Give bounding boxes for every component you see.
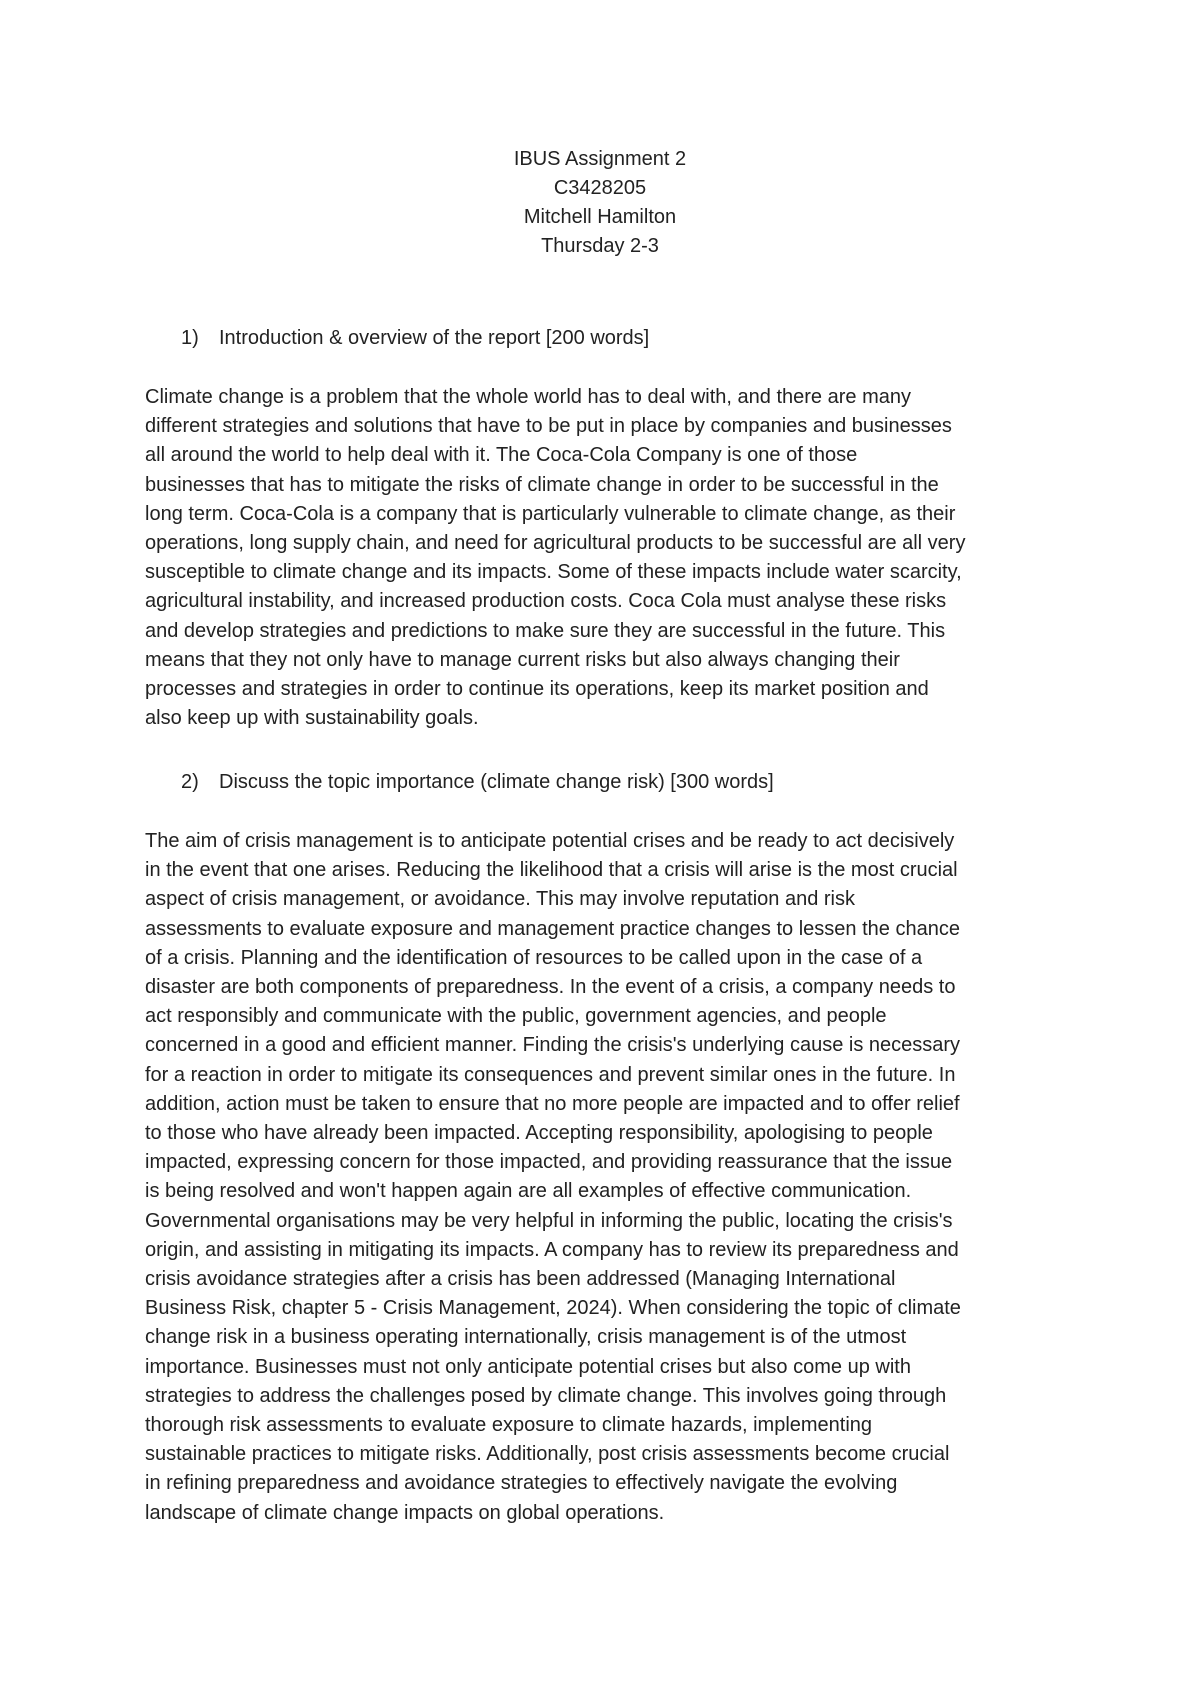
paragraph-line: thorough risk assessments to evaluate exposure to climate hazards, implementing	[145, 1414, 873, 1437]
paragraph-line: sustainable practices to mitigate risks. Additionally, post crisis assessments become crucial	[145, 1443, 950, 1466]
paragraph-line: addition, action must be taken to ensure that no more people are impacted and to offer relief	[145, 1092, 960, 1115]
section-2-number: 2)	[181, 771, 199, 793]
class-time: Thursday 2-3	[541, 235, 659, 257]
paragraph-line: of a crisis. Planning and the identification of resources to be called upon in the case of a	[145, 946, 923, 969]
paragraph-line: assessments to evaluate exposure and management practice changes to lessen the chance	[145, 917, 960, 940]
paragraph-line: origin, and assisting in mitigating its impacts. A company has to review its preparedness and	[145, 1238, 959, 1261]
section-1-title: Introduction & overview of the report [200 words]	[219, 327, 650, 349]
paragraph-line: impacted, expressing concern for those impacted, and providing reassurance that the issue	[145, 1151, 953, 1174]
section-2-heading	[181, 768, 774, 797]
paragraph-line: Governmental organisations may be very helpful in informing the public, locating the crisis's	[145, 1209, 953, 1232]
paragraph-line: all around the world to help deal with it. The Coca-Cola Company is one of those	[145, 444, 858, 467]
paragraph-line: importance. Businesses must not only anticipate potential crises but also come up with	[145, 1355, 911, 1378]
paragraph-line: and develop strategies and predictions to make sure they are successful in the future. This	[145, 619, 946, 642]
paragraph-line: processes and strategies in order to continue its operations, keep its market position and	[145, 678, 929, 701]
section-1-paragraph	[145, 383, 1075, 733]
paragraph-line: The aim of crisis management is to anticipate potential crises and be ready to act decisively	[145, 830, 955, 852]
section-2-title: Discuss the topic importance (climate change risk) [300 words]	[219, 771, 774, 793]
title-block	[0, 145, 1200, 261]
paragraph-line: Climate change is a problem that the whole world has to deal with, and there are many	[145, 386, 911, 408]
paragraph-line: Business Risk, chapter 5 - Crisis Management, 2024). When considering the topic of climate	[145, 1297, 961, 1320]
paragraph-line: concerned in a good and efficient manner. Finding the crisis's underlying cause is necessary	[145, 1034, 961, 1057]
paragraph-line: is being resolved and won't happen again are all examples of effective communication.	[145, 1180, 912, 1203]
paragraph-line: change risk in a business operating internationally, crisis management is of the utmost	[145, 1326, 907, 1349]
paragraph-line: agricultural instability, and increased production costs. Coca Cola must analyse these risks	[145, 590, 947, 613]
paragraph-line: long term. Coca-Cola is a company that is particularly vulnerable to climate change, as their	[145, 502, 956, 525]
paragraph-line: means that they not only have to manage current risks but also always changing their	[145, 648, 900, 671]
paragraph-line: act responsibly and communicate with the public, government agencies, and people	[145, 1005, 887, 1028]
paragraph-line: to those who have already been impacted. Accepting responsibility, apologising to people	[145, 1122, 933, 1145]
section-2-paragraph	[145, 827, 1075, 1528]
paragraph-line: strategies to address the challenges posed by climate change. This involves going through	[145, 1384, 947, 1407]
paragraph-line: susceptible to climate change and its impacts. Some of these impacts include water scarcity,	[145, 561, 962, 584]
section-1-heading	[181, 324, 649, 353]
paragraph-line: in the event that one arises. Reducing the likelihood that a crisis will arise is the most crucial	[145, 859, 958, 882]
paragraph-line: also keep up with sustainability goals.	[145, 707, 479, 730]
paragraph-line: crisis avoidance strategies after a crisis has been addressed (Managing International	[145, 1268, 896, 1291]
paragraph-line: businesses that has to mitigate the risks of climate change in order to be successful in the	[145, 473, 939, 496]
paragraph-line: operations, long supply chain, and need for agricultural products to be successful are all very	[145, 532, 966, 555]
student-id: C3428205	[553, 177, 647, 199]
paragraph-line: disaster are both components of preparedness. In the event of a crisis, a company needs to	[145, 976, 956, 999]
paragraph-line: aspect of crisis management, or avoidance. This may involve reputation and risk	[145, 888, 855, 911]
section-1-number: 1)	[181, 327, 199, 349]
paragraph-line: in refining preparedness and avoidance strategies to effectively navigate the evolving	[145, 1472, 898, 1495]
author-name: Mitchell Hamilton	[523, 206, 677, 228]
paragraph-line: for a reaction in order to mitigate its consequences and prevent similar ones in the future. In	[145, 1063, 956, 1086]
paragraph-line: landscape of climate change impacts on global operations.	[145, 1501, 665, 1524]
assignment-title: IBUS Assignment 2	[513, 148, 687, 170]
paragraph-line: different strategies and solutions that have to be put in place by companies and businesses	[145, 415, 952, 438]
